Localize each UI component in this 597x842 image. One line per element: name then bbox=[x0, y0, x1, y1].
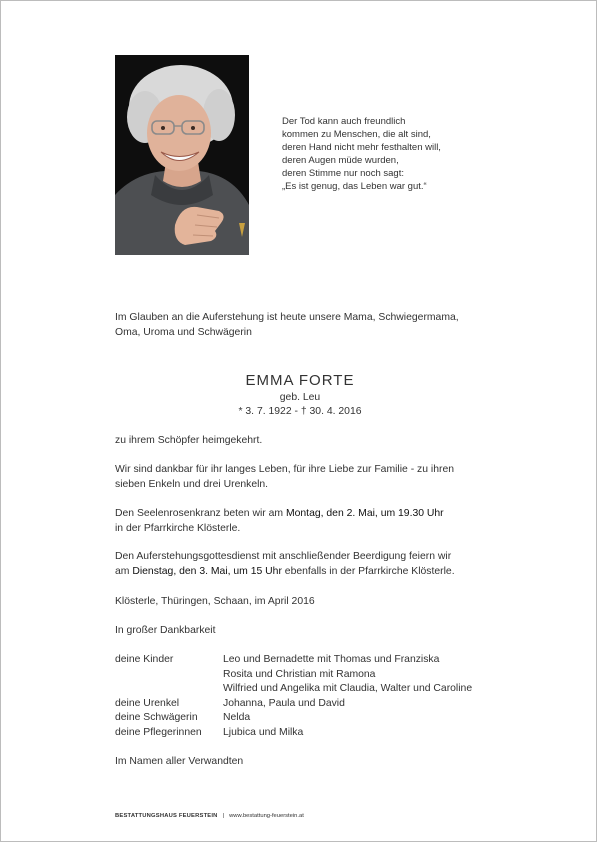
paragraph-line: sieben Enkeln und drei Urenkeln. bbox=[115, 478, 269, 490]
family-row bbox=[115, 653, 472, 668]
funeral-date: Dienstag, den 3. Mai, um 15 Uhr bbox=[132, 565, 282, 577]
rosary-location: in der Pfarrkirche Klösterle. bbox=[115, 522, 241, 534]
company-name: BESTATTUNGSHAUS FEUERSTEIN bbox=[115, 813, 218, 819]
footer bbox=[115, 813, 304, 819]
poem-line: deren Augen müde wurden, bbox=[282, 155, 399, 166]
paragraph-funeral bbox=[115, 550, 455, 579]
paragraph-homecoming: zu ihrem Schöpfer heimgekehrt. bbox=[115, 435, 263, 446]
poem-line: „Es ist genug, das Leben war gut.“ bbox=[282, 181, 427, 192]
footer-separator: | bbox=[222, 813, 225, 819]
family-label bbox=[115, 682, 223, 697]
family-label: deine Schwägerin bbox=[115, 712, 198, 724]
family-names: Ljubica und Milka bbox=[223, 726, 304, 738]
paragraph-rosary bbox=[115, 507, 444, 536]
family-row bbox=[115, 668, 472, 683]
family-row bbox=[115, 726, 472, 741]
intro-line: Im Glauben an die Auferstehung ist heute unsere Mama, Schwiegermama, bbox=[115, 312, 459, 323]
gratitude-line: In großer Dankbarkeit bbox=[115, 625, 216, 636]
life-dates: * 3. 7. 1922 - † 30. 4. 2016 bbox=[238, 406, 362, 417]
rosary-date: Montag, den 2. Mai, um 19.30 Uhr bbox=[285, 508, 444, 519]
place-and-date: Klösterle, Thüringen, Schaan, im April 2016 bbox=[115, 596, 315, 607]
family-row bbox=[115, 697, 472, 712]
family-label: deine Pflegerinnen bbox=[115, 726, 202, 738]
intro-text bbox=[115, 311, 459, 340]
family-names: Rosita und Christian mit Ramona bbox=[223, 668, 376, 680]
paragraph-line: Wir sind dankbar für ihr langes Leben, für ihre Liebe zur Familie - zu ihren bbox=[115, 464, 455, 475]
family-label: deine Kinder bbox=[115, 654, 174, 665]
family-names: Leo und Bernadette mit Thomas und Franziska bbox=[223, 654, 440, 665]
closing-line: Im Namen aller Verwandten bbox=[115, 756, 244, 767]
family-names: Nelda bbox=[223, 712, 251, 724]
portrait-photo bbox=[115, 55, 249, 255]
family-row bbox=[115, 711, 472, 726]
funeral-text: am bbox=[115, 565, 133, 577]
portrait-image bbox=[115, 55, 249, 255]
family-row bbox=[115, 682, 472, 697]
poem-line: deren Stimme nur noch sagt: bbox=[282, 168, 404, 179]
poem bbox=[282, 115, 441, 193]
family-names: Johanna, Paula und David bbox=[223, 697, 345, 709]
family-label: deine Urenkel bbox=[115, 697, 180, 709]
paragraph-thanks bbox=[115, 463, 454, 492]
poem-line: deren Hand nicht mehr festhalten will, bbox=[282, 142, 441, 153]
poem-line: Der Tod kann auch freundlich bbox=[282, 116, 406, 127]
birth-name: geb. Leu bbox=[279, 392, 321, 403]
intro-line: Oma, Uroma und Schwägerin bbox=[115, 326, 252, 338]
family-list bbox=[115, 653, 472, 741]
poem-line: kommen zu Menschen, die alt sind, bbox=[282, 129, 431, 140]
funeral-location: ebenfalls in der Pfarrkirche Klösterle. bbox=[281, 565, 455, 577]
deceased-name: EMMA FORTE bbox=[245, 372, 355, 389]
funeral-line: Den Auferstehungsgottesdienst mit anschließender Beerdigung feiern wir bbox=[115, 551, 452, 562]
family-label bbox=[115, 668, 223, 683]
family-names: Wilfried und Angelika mit Claudia, Walter und Caroline bbox=[223, 683, 473, 695]
website-link[interactable]: www.bestattung-feuerstein.at bbox=[229, 813, 304, 819]
rosary-text: Den Seelenrosenkranz beten wir am bbox=[115, 508, 286, 519]
